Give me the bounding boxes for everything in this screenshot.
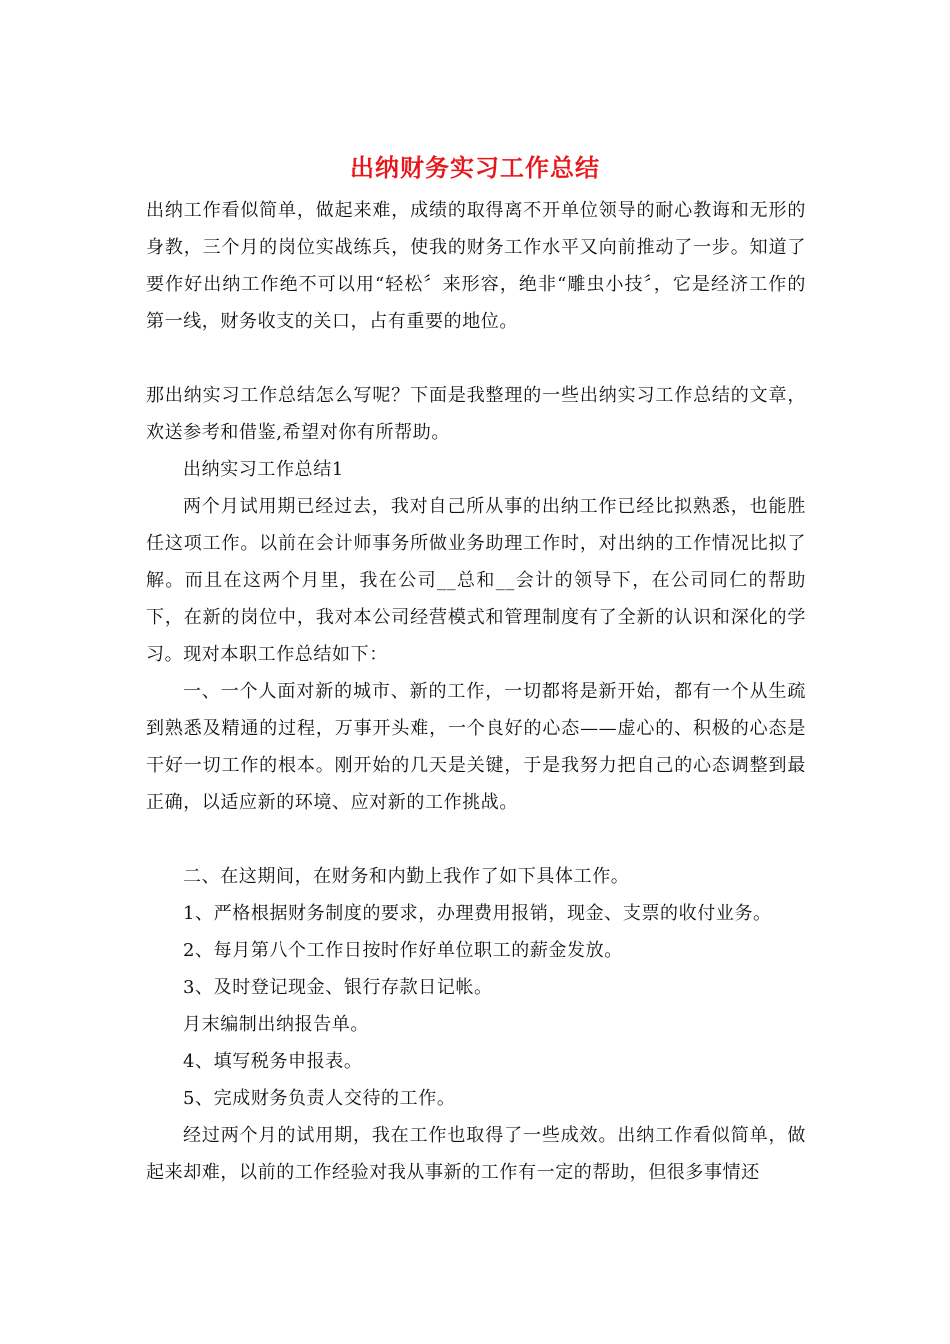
document-title: 出纳财务实习工作总结: [350, 153, 600, 182]
list-item: 4、填写税务申报表。: [183, 1051, 363, 1072]
paragraph-results: 经过两个月的试用期，我在工作也取得了一些成效。出纳工作看似简单，做起来却难，以前的工作经验对我从事新的工作有一定的帮助，但很多事情还: [146, 1125, 806, 1183]
list-item: 2、每月第八个工作日按时作好单位职工的薪金发放。: [183, 940, 623, 961]
paragraph-lead-in: 那出纳实习工作总结怎么写呢？下面是我整理的一些出纳实习工作总结的文章，欢送参考和借鉴,希望对你有所帮助。: [146, 385, 806, 443]
paragraph-intro: 出纳工作看似简单，做起来难，成绩的取得离不开单位领导的耐心教诲和无形的身教，三个月的岗位实战练兵，使我的财务工作水平又向前推动了一步。知道了要作好出纳工作绝不可以用“轻松〞来形容，绝非“雕虫小技〞，它是经济工作的第一线，财务收支的关口，占有重要的地位。: [146, 200, 806, 332]
list-item: 月末编制出纳报告单。: [183, 1014, 369, 1035]
paragraph-point-two: 二、在这期间，在财务和内勤上我作了如下具体工作。: [183, 866, 630, 887]
section-heading: 出纳实习工作总结1: [183, 459, 344, 480]
paragraph-point-one: 一、一个人面对新的城市、新的工作，一切都将是新开始，都有一个从生疏到熟悉及精通的过程，万事开头难，一个良好的心态——虚心的、积极的心态是干好一切工作的根本。刚开始的几天是关键，于是我努力把自己的心态调整到最正确，以适应新的环境、应对新的工作挑战。: [146, 681, 806, 813]
list-item: 3、及时登记现金、银行存款日记帐。: [183, 977, 493, 998]
paragraph-spacer: [146, 340, 806, 377]
paragraph-probation: 两个月试用期已经过去，我对自己所从事的出纳工作已经比拟熟悉，也能胜任这项工作。以前在会计师事务所做业务助理工作时，对出纳的工作情况比拟了解。而且在这两个月里，我在公司__总和__会计的领导下，在公司同仁的帮助下，在新的岗位中，我对本公司经营模式和管理制度有了全新的认识和深化的学习。现对本职工作总结如下：: [146, 496, 806, 665]
list-item: 1、严格根据财务制度的要求，办理费用报销，现金、支票的收付业务。: [183, 903, 772, 924]
list-item: 5、完成财务负责人交待的工作。: [183, 1088, 456, 1109]
document-body: [146, 192, 806, 1191]
paragraph-spacer: [146, 821, 806, 858]
